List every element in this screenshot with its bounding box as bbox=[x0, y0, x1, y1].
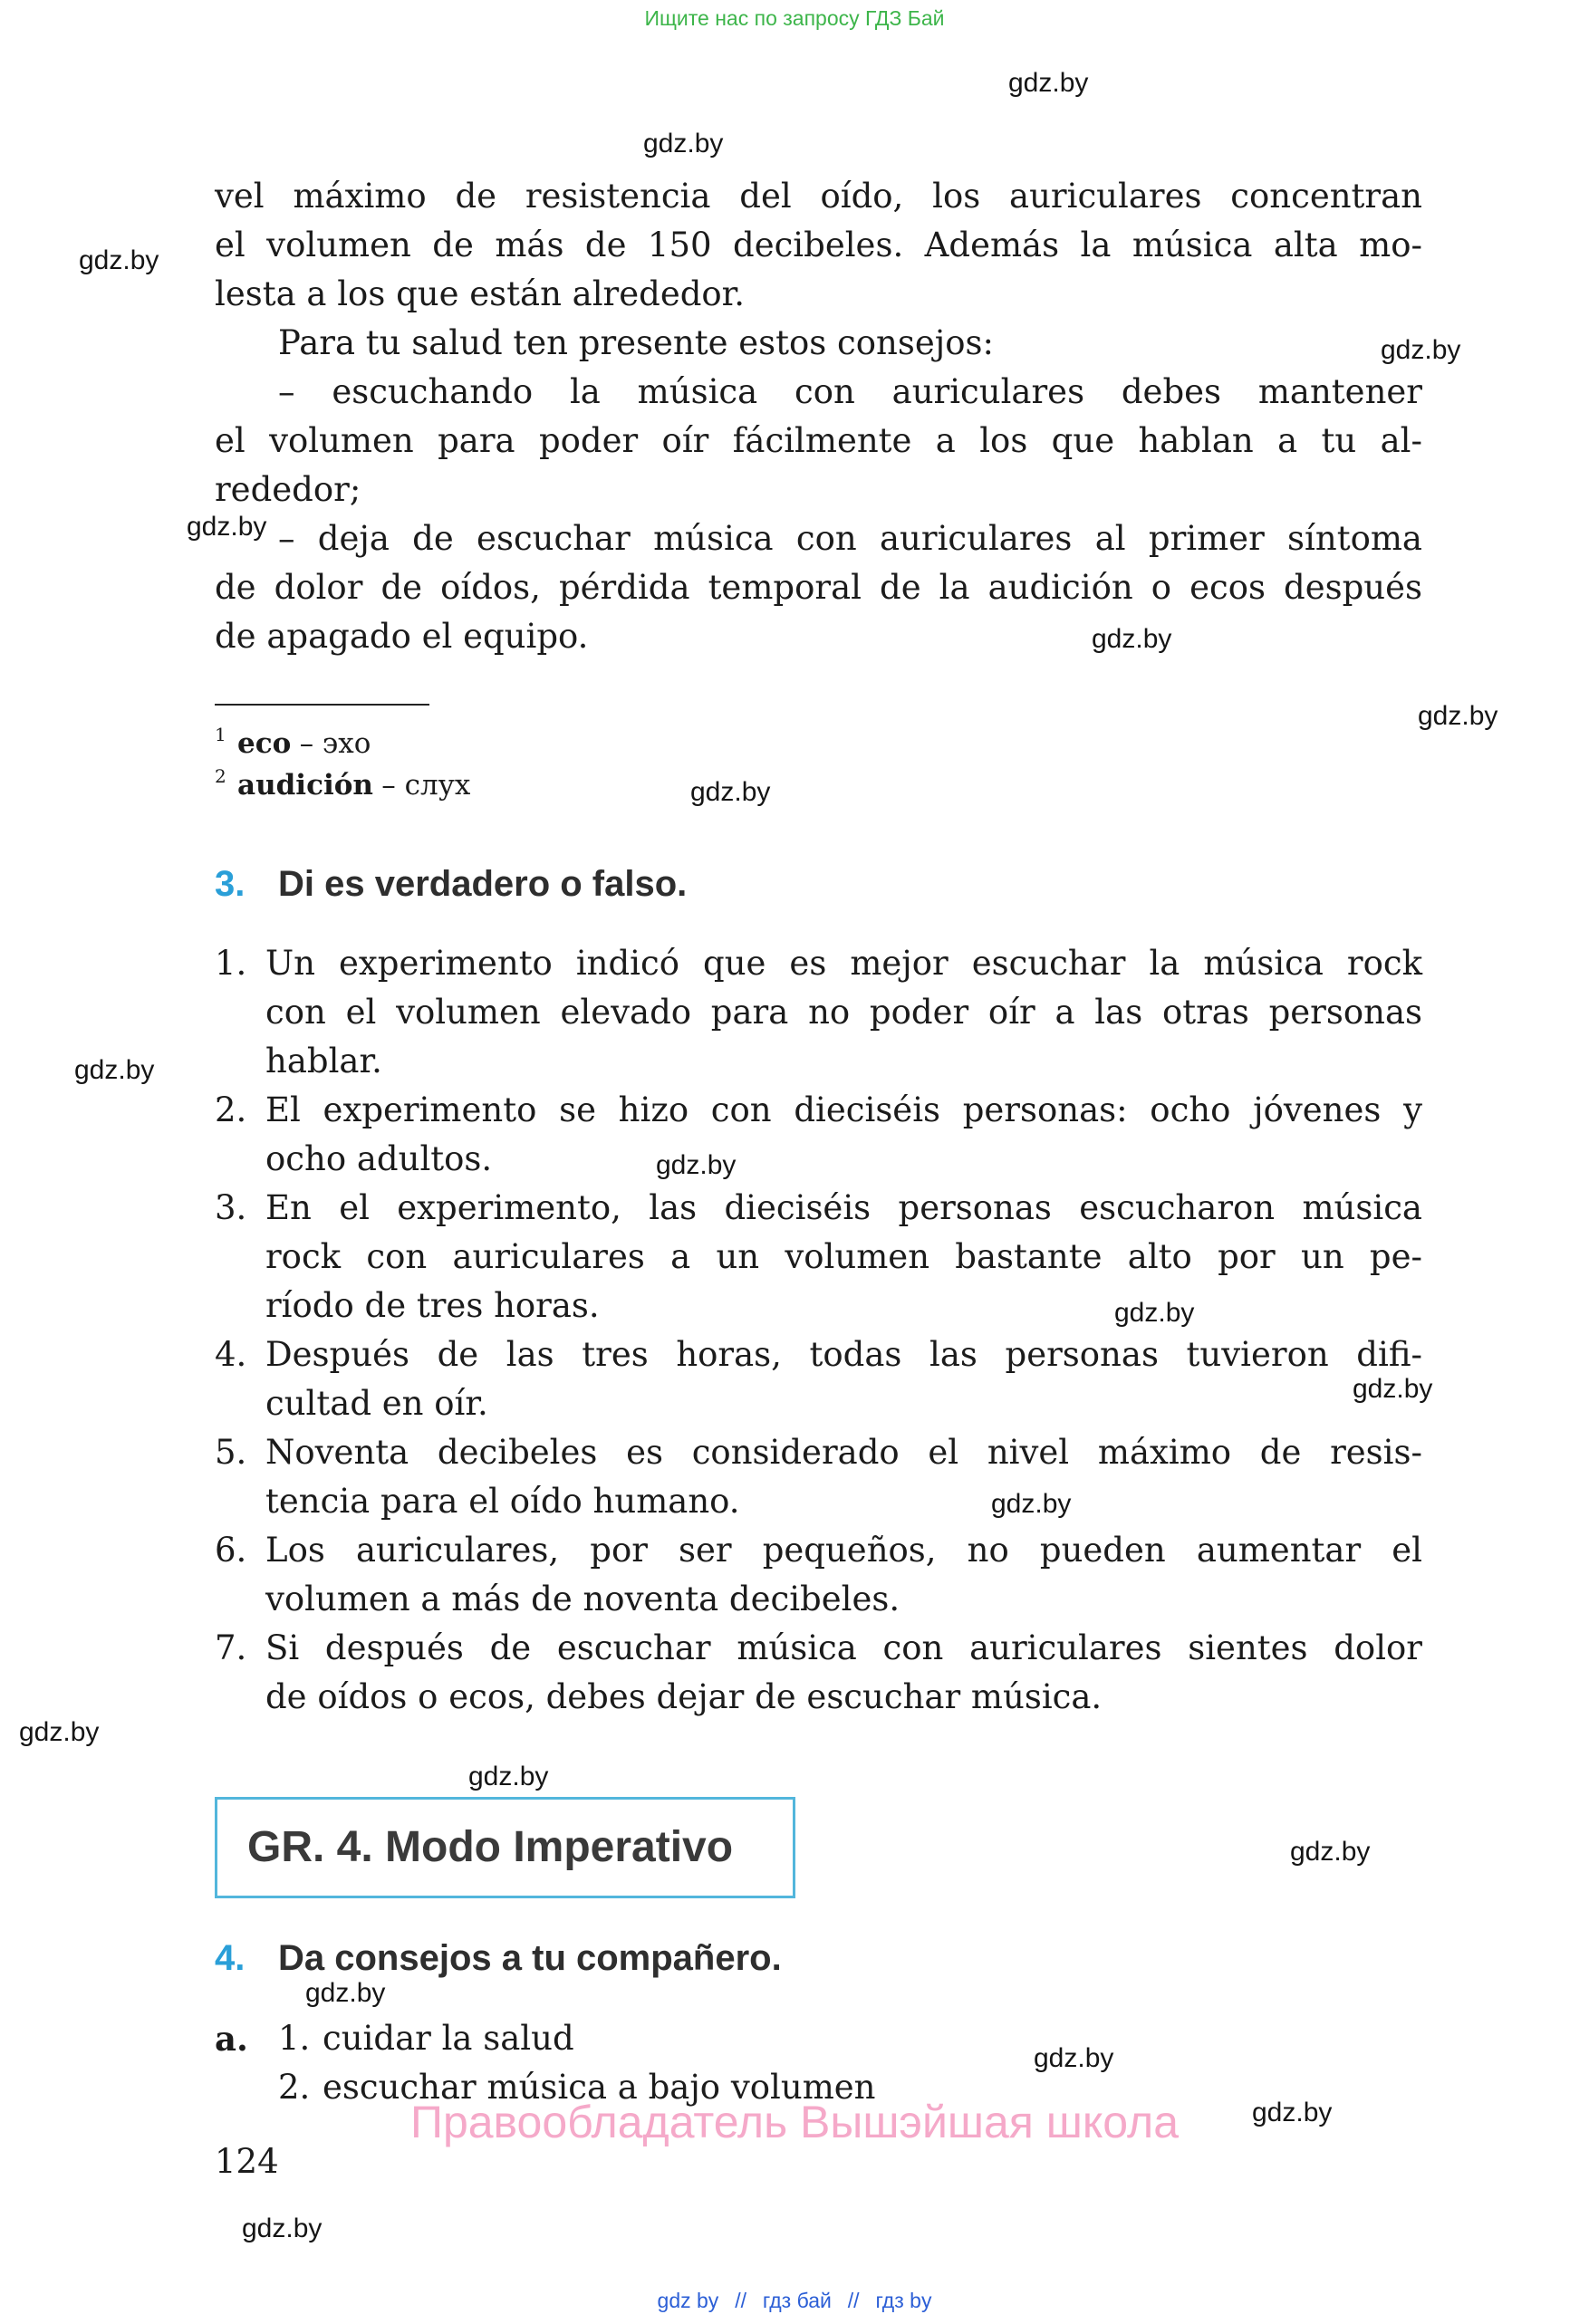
advice-item bbox=[215, 2014, 1422, 2063]
watermark-gdz-by: gdz.by bbox=[79, 245, 159, 275]
statement-line: Después de las tres horas, todas las personas tuvieron difi- bbox=[265, 1335, 1422, 1374]
statement-number: 2. bbox=[215, 1090, 247, 1129]
exercise-4-heading bbox=[215, 1935, 1422, 1981]
statement-number: 1. bbox=[215, 944, 247, 983]
statement-line: cultad en oír. bbox=[265, 1384, 488, 1423]
watermark-gdz-by: gdz.by bbox=[19, 1717, 100, 1747]
watermark-gdz-by: gdz.by bbox=[187, 512, 267, 542]
top-banner: Ищите нас по запросу ГДЗ Бай bbox=[644, 6, 945, 30]
footer-links bbox=[0, 2286, 1589, 2315]
watermark-gdz-by: gdz.by bbox=[1252, 2098, 1333, 2127]
footnote bbox=[215, 764, 470, 806]
exercise-number: 3. bbox=[215, 864, 246, 904]
statement-item bbox=[215, 1330, 1422, 1428]
watermark-gdz-by: gdz.by bbox=[242, 2214, 323, 2243]
exercise-number: 4. bbox=[215, 1938, 246, 1978]
watermark-gdz-by: gdz.by bbox=[468, 1762, 549, 1791]
statement-item bbox=[215, 1086, 1422, 1184]
grammar-box bbox=[215, 1797, 795, 1898]
statement-line: ocho adultos. bbox=[265, 1139, 493, 1178]
grammar-box-title: GR. 4. Modo Imperativo bbox=[247, 1823, 734, 1871]
statement-item bbox=[215, 1624, 1422, 1722]
footnote-term: audición bbox=[237, 769, 373, 802]
footer-link[interactable]: гдз бай bbox=[762, 2289, 832, 2312]
reading-line: el volumen de más de 150 decibeles. Además la música alta mo- bbox=[215, 226, 1422, 264]
statement-number: 5. bbox=[215, 1433, 247, 1472]
footnote bbox=[215, 723, 470, 764]
reading-line: vel máximo de resistencia del oído, los auriculares concentran bbox=[215, 177, 1422, 216]
reading-line: de apagado el equipo. bbox=[215, 617, 589, 656]
rights-holder-watermark: Правообладатель Вышэйшая школа bbox=[410, 2097, 1179, 2147]
part-label: a. bbox=[215, 2019, 248, 2059]
statement-line: El experimento se hizo con dieciséis personas: ocho jóvenes y bbox=[265, 1090, 1422, 1129]
watermark-gdz-by: gdz.by bbox=[643, 129, 724, 158]
exercise-3-heading bbox=[215, 861, 1422, 907]
watermark-gdz-by: gdz.by bbox=[690, 777, 771, 807]
statement-line: tencia para el oído humano. bbox=[265, 1482, 740, 1521]
watermark-gdz-by: gdz.by bbox=[305, 1978, 386, 2008]
statement-item bbox=[215, 1526, 1422, 1624]
statement-line: rock con auriculares a un volumen bastante alto por un pe- bbox=[265, 1237, 1422, 1276]
reading-line: – escuchando la música con auriculares debes mantener bbox=[278, 372, 1422, 411]
statement-line: volumen a más de noventa decibeles. bbox=[265, 1580, 900, 1618]
reading-line: Para tu salud ten presente estos consejos: bbox=[278, 323, 994, 362]
statement-number: 4. bbox=[215, 1335, 247, 1374]
statement-item bbox=[215, 939, 1422, 1086]
statement-line: hablar. bbox=[265, 1042, 382, 1080]
statement-line: de oídos o ecos, debes dejar de escuchar música. bbox=[265, 1677, 1103, 1716]
footnote-mark: 2 bbox=[215, 765, 226, 787]
watermark-gdz-by: gdz.by bbox=[1353, 1374, 1433, 1404]
watermark-gdz-by: gdz.by bbox=[991, 1489, 1072, 1519]
watermark-gdz-by: gdz.by bbox=[1034, 2043, 1114, 2073]
statement-line: Si después de escuchar música con auriculares sientes dolor bbox=[265, 1628, 1422, 1667]
statement-list bbox=[215, 939, 1422, 1722]
watermark-gdz-by: gdz.by bbox=[1092, 624, 1172, 654]
reading-line: de dolor de oídos, pérdida temporal de la audición o ecos después bbox=[215, 568, 1422, 607]
statement-line: Los auriculares, por ser pequeños, no pueden aumentar el bbox=[265, 1531, 1422, 1570]
watermark-gdz-by: gdz.by bbox=[656, 1150, 737, 1180]
statement-line: Un experimento indicó que es mejor escuchar la música rock bbox=[265, 944, 1422, 983]
advice-text: escuchar música a bajo volumen bbox=[323, 2068, 876, 2107]
watermark-gdz-by: gdz.by bbox=[74, 1055, 155, 1085]
statement-number: 7. bbox=[215, 1628, 247, 1667]
statement-line: En el experimento, las dieciséis personas escucharon música bbox=[265, 1188, 1422, 1227]
footnote-gloss: – слух bbox=[381, 769, 471, 802]
exercise-instruction: Da consejos a tu compañero. bbox=[278, 1938, 782, 1978]
statement-line: ríodo de tres horas. bbox=[265, 1286, 600, 1325]
advice-number: 2. bbox=[278, 2068, 311, 2107]
footnote-term: eco bbox=[237, 727, 292, 760]
footer-link[interactable]: гдз by bbox=[875, 2289, 932, 2312]
footer-link[interactable]: gdz by bbox=[657, 2289, 719, 2312]
footer-separator: // bbox=[847, 2289, 860, 2312]
footer-separator: // bbox=[735, 2289, 746, 2312]
footnote-mark: 1 bbox=[215, 724, 226, 745]
advice-number: 1. bbox=[278, 2019, 311, 2058]
watermark-gdz-by: gdz.by bbox=[1381, 335, 1461, 365]
reading-text bbox=[215, 172, 1422, 661]
statement-number: 3. bbox=[215, 1188, 247, 1227]
advice-text: cuidar la salud bbox=[323, 2019, 574, 2058]
reading-line: – deja de escuchar música con auriculares al primer síntoma bbox=[278, 519, 1422, 558]
exercise-instruction: Di es verdadero o falso. bbox=[278, 864, 688, 904]
statement-number: 6. bbox=[215, 1531, 247, 1570]
reading-line: el volumen para poder oír fácilmente a los que hablan a tu al- bbox=[215, 421, 1422, 460]
statement-line: con el volumen elevado para no poder oír a las otras personas bbox=[265, 993, 1422, 1032]
page-number: 124 bbox=[215, 2142, 279, 2181]
watermark-gdz-by: gdz.by bbox=[1114, 1298, 1195, 1328]
watermark-gdz-by: gdz.by bbox=[1008, 68, 1089, 98]
reading-line: rededor; bbox=[215, 470, 361, 509]
statement-item bbox=[215, 1184, 1422, 1330]
watermark-gdz-by: gdz.by bbox=[1418, 701, 1498, 731]
statement-item bbox=[215, 1428, 1422, 1526]
watermark-gdz-by: gdz.by bbox=[1290, 1837, 1371, 1867]
footnotes bbox=[215, 723, 470, 806]
reading-line: lesta a los que están alrededor. bbox=[215, 274, 746, 313]
footnote-divider bbox=[215, 704, 429, 706]
footnote-gloss: – эхо bbox=[299, 727, 371, 760]
statement-line: Noventa decibeles es considerado el nivel máximo de resis- bbox=[265, 1433, 1422, 1472]
